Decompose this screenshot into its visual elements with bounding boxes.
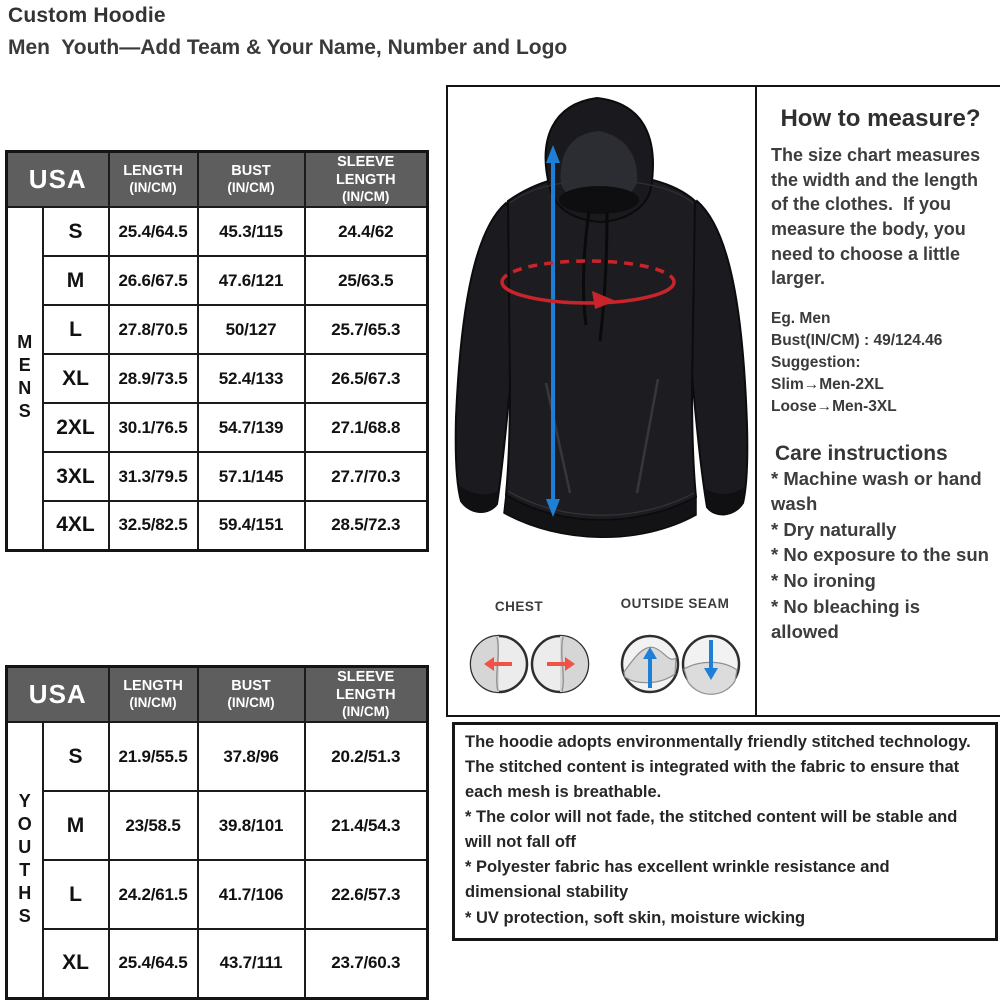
- length-header-label: LENGTH: [123, 678, 183, 695]
- sizing-example-block: [771, 308, 990, 418]
- example-line: Slim→Men-2XL: [771, 375, 884, 393]
- table-row: [7, 403, 428, 452]
- sleeve-cell: 25.7/65.3: [305, 305, 428, 354]
- size-cell: 4XL: [43, 501, 109, 550]
- sleeve-unit-label: (IN/CM): [342, 704, 390, 720]
- size-cell: S: [43, 207, 109, 256]
- usa-header: USA: [7, 152, 109, 208]
- bust-cell: 50/127: [198, 305, 305, 354]
- size-cell: 2XL: [43, 403, 109, 452]
- length-header: [109, 152, 198, 208]
- sleeve-cell: 27.7/70.3: [305, 452, 428, 501]
- bust-cell: 39.8/101: [198, 791, 305, 860]
- care-item: * Machine wash or hand wash: [771, 467, 982, 515]
- page-title: Custom Hoodie: [8, 4, 166, 27]
- outside-seam-label: OUTSIDE SEAM: [620, 596, 730, 611]
- sleeve-cell: 24.4/62: [305, 207, 428, 256]
- care-instructions-list: [771, 466, 990, 645]
- bust-cell: 52.4/133: [198, 354, 305, 403]
- product-description-box: [452, 722, 998, 941]
- length-unit-label: (IN/CM): [129, 695, 177, 711]
- youths-group-cell: [7, 722, 43, 998]
- usa-header: USA: [7, 667, 109, 723]
- youths-vertical-label: YOUTHS: [14, 790, 35, 929]
- mens-vertical-label: MENS: [14, 332, 35, 425]
- bust-unit-label: (IN/CM): [227, 180, 275, 196]
- sleeve-cell: 25/63.5: [305, 256, 428, 305]
- table-row: [7, 452, 428, 501]
- length-cell: 27.8/70.5: [109, 305, 198, 354]
- sleeve-header-label: SLEEVE LENGTH: [335, 154, 396, 189]
- table-row: [7, 354, 428, 403]
- size-cell: XL: [43, 929, 109, 998]
- length-cell: 31.3/79.5: [109, 452, 198, 501]
- length-cell: 32.5/82.5: [109, 501, 198, 550]
- hoodie-right-sleeve: [687, 201, 747, 514]
- length-cell: 25.4/64.5: [109, 207, 198, 256]
- table-row: [7, 256, 428, 305]
- mens-size-table: [5, 150, 429, 552]
- size-cell: L: [43, 860, 109, 929]
- sleeve-header-label: SLEEVE LENGTH: [335, 669, 396, 704]
- sleeve-header: [305, 667, 428, 723]
- table-row: [7, 722, 428, 791]
- bust-cell: 57.1/145: [198, 452, 305, 501]
- bust-cell: 59.4/151: [198, 501, 305, 550]
- table-row: [7, 860, 428, 929]
- example-line: Eg. Men: [771, 309, 831, 327]
- size-cell: S: [43, 722, 109, 791]
- length-header: [109, 667, 198, 723]
- mens-group-cell: [7, 207, 43, 550]
- sleeve-unit-label: (IN/CM): [342, 189, 390, 205]
- page-subtitle: Men Youth—Add Team & Your Name, Number and Logo: [8, 36, 568, 59]
- sleeve-header: [305, 152, 428, 208]
- bust-cell: 54.7/139: [198, 403, 305, 452]
- description-paragraph: * Polyester fabric has excellent wrinkle resistance and dimensional stability: [465, 858, 890, 902]
- table-header-row: [7, 667, 428, 723]
- description-paragraph: * The color will not fade, the stitched content will be stable and will not fall off: [465, 808, 958, 852]
- bust-header: [198, 152, 305, 208]
- example-line: Suggestion:: [771, 353, 861, 371]
- care-item: * No exposure to the sun: [771, 544, 989, 566]
- sleeve-cell: 22.6/57.3: [305, 860, 428, 929]
- sleeve-cell: 20.2/51.3: [305, 722, 428, 791]
- length-cell: 30.1/76.5: [109, 403, 198, 452]
- example-line: Bust(IN/CM) : 49/124.46: [771, 331, 943, 349]
- table-row: [7, 305, 428, 354]
- how-to-measure-heading: How to measure?: [780, 105, 981, 132]
- bust-header-label: BUST: [231, 163, 271, 180]
- description-paragraph: * UV protection, soft skin, moisture wicking: [465, 908, 806, 927]
- description-paragraph: The hoodie adopts environmentally friendly stitched technology. The stitched content is integrated with the fabric to ensure that each mesh is breathable.: [465, 733, 971, 802]
- sleeve-cell: 21.4/54.3: [305, 791, 428, 860]
- bust-cell: 41.7/106: [198, 860, 305, 929]
- chest-icon-left-arrow: [471, 636, 527, 692]
- bust-cell: 47.6/121: [198, 256, 305, 305]
- care-item: * No ironing: [771, 570, 876, 591]
- sleeve-cell: 27.1/68.8: [305, 403, 428, 452]
- care-item: * No bleaching is allowed: [771, 595, 921, 643]
- table-row: [7, 929, 428, 998]
- size-cell: XL: [43, 354, 109, 403]
- length-header-label: LENGTH: [123, 163, 183, 180]
- care-item: * Dry naturally: [771, 518, 897, 540]
- length-cell: 24.2/61.5: [109, 860, 198, 929]
- bust-cell: 43.7/111: [198, 929, 305, 998]
- chest-icon-right-arrow: [532, 636, 588, 692]
- hoodie-diagram-panel: [446, 85, 755, 717]
- size-cell: M: [43, 791, 109, 860]
- example-line: Loose→Men-3XL: [771, 397, 897, 415]
- hoodie-left-sleeve: [456, 203, 514, 512]
- hoodie-torso: [506, 174, 696, 520]
- bust-cell: 45.3/115: [198, 207, 305, 256]
- length-cell: 21.9/55.5: [109, 722, 198, 791]
- length-unit-label: (IN/CM): [129, 180, 177, 196]
- table-header-row: [7, 152, 428, 208]
- length-cell: 28.9/73.5: [109, 354, 198, 403]
- size-cell: 3XL: [43, 452, 109, 501]
- table-row: [7, 501, 428, 550]
- bust-header: [198, 667, 305, 723]
- how-to-measure-intro: The size chart measures the width and the length of the clothes. If you measure the body, you need to choose a little larger.: [771, 145, 986, 289]
- hoodie-photo-illustration: [448, 87, 755, 715]
- how-to-measure-panel: [755, 85, 1000, 717]
- outside-seam-icon-down-arrow: [683, 636, 739, 694]
- care-instructions-heading: Care instructions: [775, 441, 948, 465]
- youths-size-table: [5, 665, 429, 1000]
- length-cell: 25.4/64.5: [109, 929, 198, 998]
- bust-cell: 37.8/96: [198, 722, 305, 791]
- table-row: [7, 207, 428, 256]
- outside-seam-icon-up-arrow: [622, 636, 678, 692]
- bust-header-label: BUST: [231, 678, 271, 695]
- length-cell: 23/58.5: [109, 791, 198, 860]
- bust-unit-label: (IN/CM): [227, 695, 275, 711]
- sleeve-cell: 28.5/72.3: [305, 501, 428, 550]
- table-row: [7, 791, 428, 860]
- hoodie-collar-opening: [559, 186, 639, 214]
- sleeve-cell: 23.7/60.3: [305, 929, 428, 998]
- size-cell: L: [43, 305, 109, 354]
- sleeve-cell: 26.5/67.3: [305, 354, 428, 403]
- length-cell: 26.6/67.5: [109, 256, 198, 305]
- chest-label: CHEST: [494, 599, 544, 614]
- size-cell: M: [43, 256, 109, 305]
